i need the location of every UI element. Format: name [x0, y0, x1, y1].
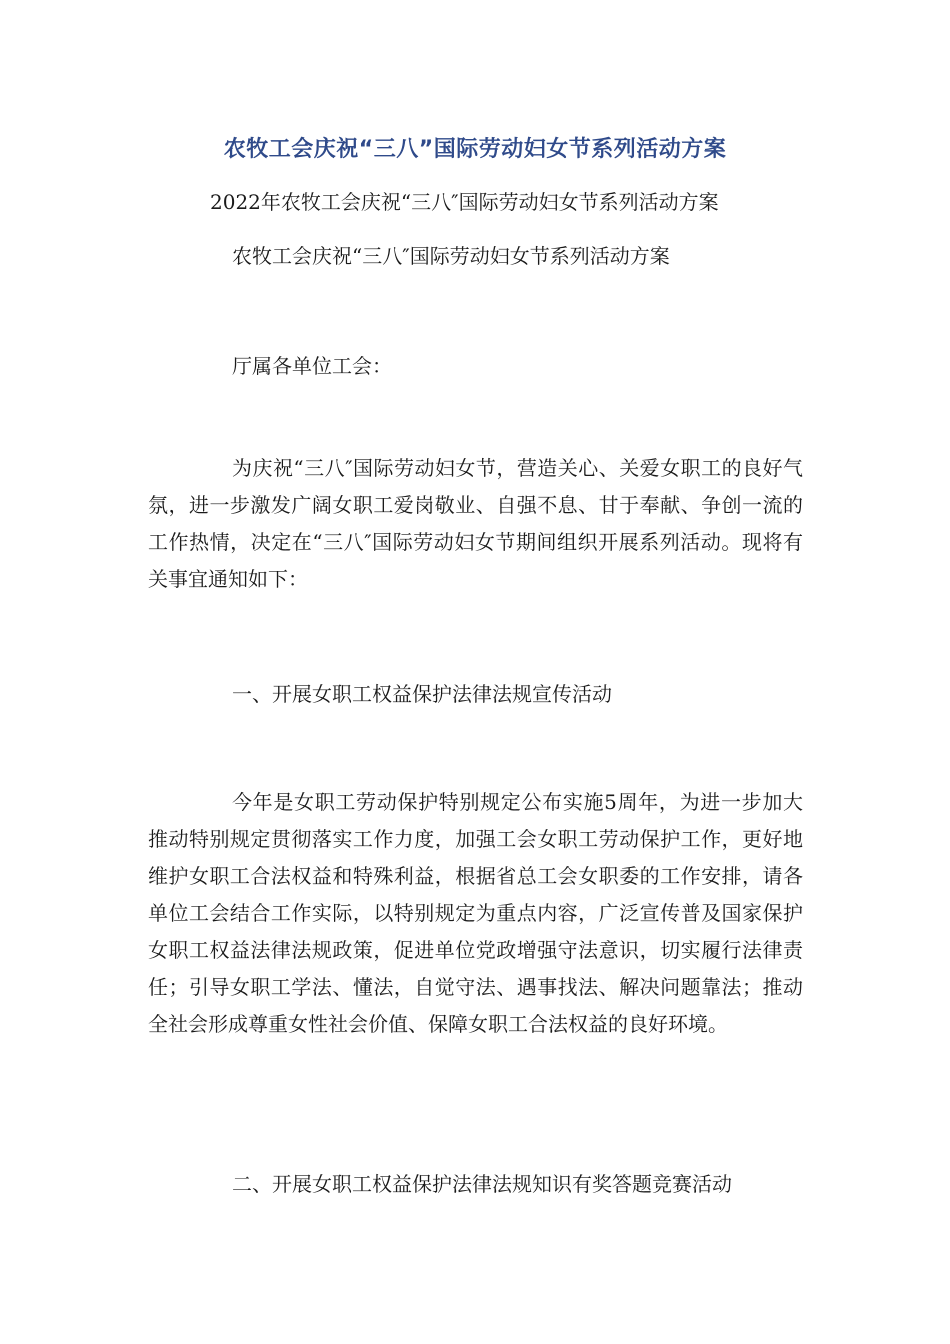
document-title: 农牧工会庆祝“三八”国际劳动妇女节系列活动方案 — [223, 137, 727, 162]
section-1-paragraph: 今年是女职工劳动保护特别规定公布实施5周年，为进一步加大推动特别规定贯彻落实工作力度，加强工会女职工劳动保护工作，更好地维护女职工合法权益和特殊利益，根据省总工会女职委的工作安排，请各单位工会结合工作实际，以特别规定为重点内容，广泛宣传普及国家保护女职工权益法律法规政策，促进单位党政增强守法意识，切实履行法律责任；引导女职工学法、懂法，自觉守法、遇事找法、解决问题靠法；推动全社会形成尊重女性社会价值、保障女职工合法权益的良好环境。 — [148, 790, 803, 1036]
document-subtitle: 农牧工会庆祝“三八″国际劳动妇女节系列活动方案 — [232, 244, 670, 268]
section-2-heading: 二、开展女职工权益保护法律法规知识有奖答题竞赛活动 — [232, 1172, 732, 1196]
intro-paragraph: 为庆祝“三八″国际劳动妇女节，营造关心、关爱女职工的良好气氛，进一步激发广阔女职工爱岗敬业、自强不息、甘于奉献、争创一流的工作热情，决定在“三八″国际劳动妇女节期间组织开展系列活动。现将有关事宜通知如下： — [148, 456, 803, 591]
document-subtitle-year: 2022年农牧工会庆祝“三八″国际劳动妇女节系列活动方案 — [210, 190, 719, 214]
salutation: 厅属各单位工会： — [232, 354, 392, 378]
section-1-heading: 一、开展女职工权益保护法律法规宣传活动 — [232, 682, 612, 706]
